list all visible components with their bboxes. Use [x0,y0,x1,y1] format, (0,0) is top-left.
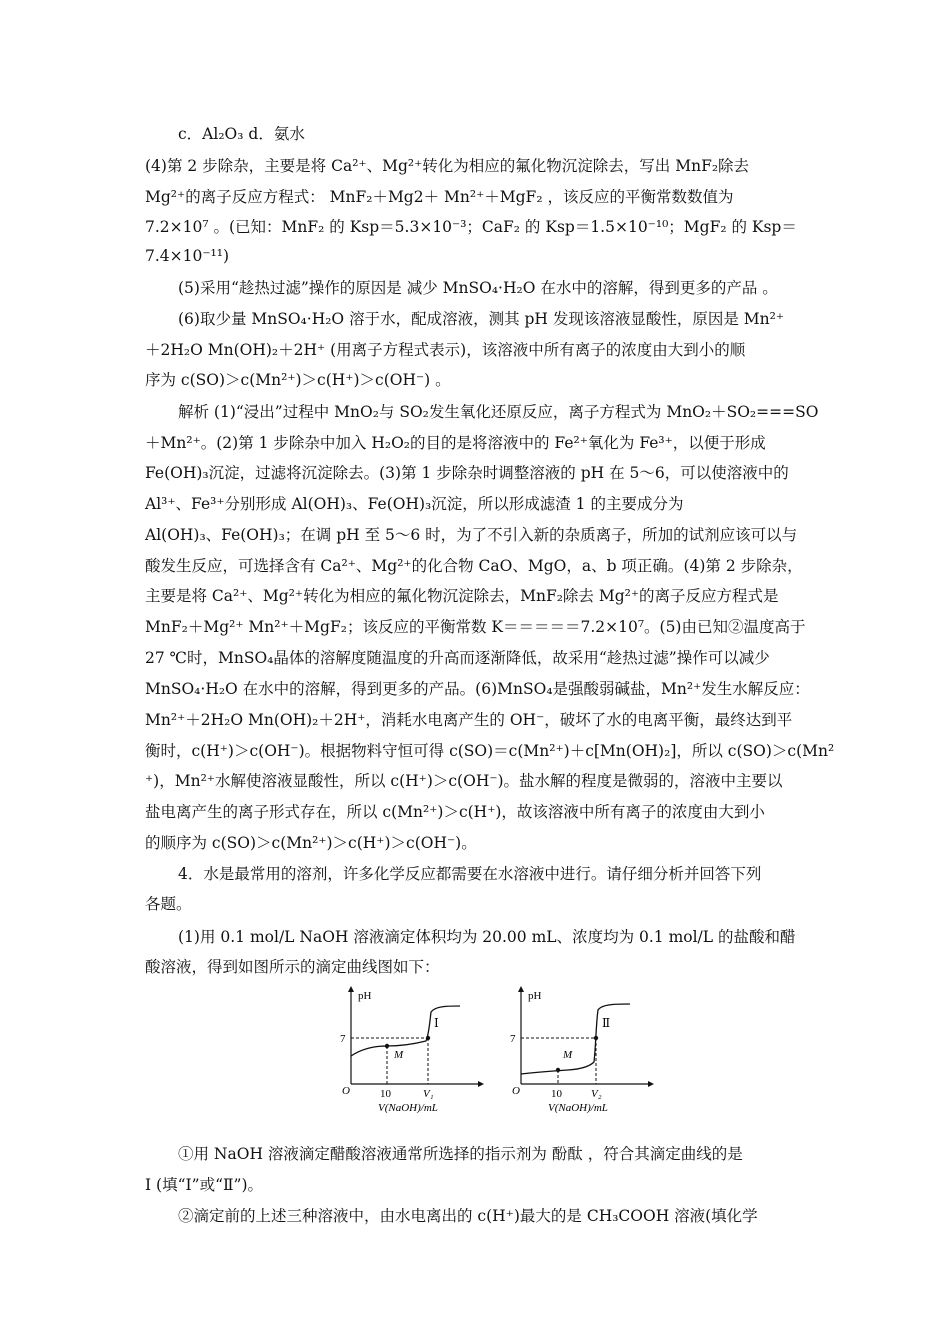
question-4-1-sub-1: ①用 NaOH 溶液滴定醋酸溶液通常所选择的指示剂为 酚酞 ，符合其滴定曲线的是 [178,1145,743,1163]
question-5: (5)采用“趁热过滤”操作的原因是 减少 MnSO₄·H₂O 在水中的溶解，得到更多的产品 。 [178,279,778,297]
analysis-line-13: ⁺)，Mn²⁺水解使溶液显酸性，所以 c(H⁺)＞c(OH⁻)。盐水解的程度是微弱的，溶液中主要以 [145,772,783,790]
x-tick-v2: V₂ [591,1088,602,1100]
y-tick-7: 7 [340,1033,346,1045]
y-axis-label: pH [528,990,542,1002]
analysis-line-11: Mn²⁺＋2H₂O Mn(OH)₂＋2H⁺，消耗水电离产生的 OH⁻，破坏了水的电离平衡，最终达到平 [145,711,793,729]
analysis-line-9: 27 ℃时，MnSO₄晶体的溶解度随温度的升高而逐渐降低，故采用“趁热过滤”操作可以减少 [145,649,770,667]
origin-label: O [512,1085,520,1097]
question-4-1-line-1: (1)用 0.1 mol/L NaOH 溶液滴定体积均为 20.00 mL、浓度均为 0.1 mol/L 的盐酸和醋 [178,928,796,946]
analysis-line-3: Fe(OH)₃沉淀，过滤将沉淀除去。(3)第 1 步除杂时调整溶液的 pH 在 5～6，可以使溶液中的 [145,464,789,482]
y-axis-label: pH [358,990,372,1002]
question-4-line-1: (4)第 2 步除杂，主要是将 Ca²⁺、Mg²⁺转化为相应的氟化物沉淀除去，写出 MnF₂除去 [145,157,750,175]
question-4-line-4: 7.4×10⁻¹¹) [145,247,230,265]
point-m: M [563,1049,573,1061]
question-4-1-sub-2: ②滴定前的上述三种溶液中，由水电离出的 c(H⁺)最大的是 CH₃COOH 溶液(填化学 [178,1207,758,1225]
analysis-line-1: 解析 (1)“浸出”过程中 MnO₂与 SO₂发生氧化还原反应，离子方程式为 MnO₂＋SO₂===SO [178,403,819,421]
option-c: c．Al₂O₃ d．氨水 [178,125,305,143]
question-4-stem-2: 各题。 [145,895,192,913]
titration-curve-left [338,984,488,1114]
x-axis-label: V(NaOH)/mL [378,1102,438,1114]
question-4-1-sub-1-cont: Ⅰ (填“Ⅰ”或“Ⅱ”)。 [145,1176,263,1194]
analysis-line-15: 的顺序为 c(SO)＞c(Mn²⁺)＞c(H⁺)＞c(OH⁻)。 [145,834,477,852]
origin-label: O [342,1085,350,1097]
analysis-line-8: MnF₂＋Mg²⁺ Mn²⁺＋MgF₂；该反应的平衡常数 K＝＝＝＝＝7.2×10⁷。(5)由已知②温度高于 [145,618,806,636]
curve-label-ii: Ⅱ [602,1016,611,1030]
x-tick-10: 10 [551,1088,562,1100]
analysis-line-7: 主要是将 Ca²⁺、Mg²⁺转化为相应的氟化物沉淀除去，MnF₂除去 Mg²⁺的离子反应方程式是 [145,587,779,605]
analysis-line-4: Al³⁺、Fe³⁺分别形成 Al(OH)₃、Fe(OH)₃沉淀，所以形成滤渣 1 的主要成分为 [145,495,684,513]
analysis-line-12: 衡时，c(H⁺)＞c(OH⁻)。根据物料守恒可得 c(SO)＝c(Mn²⁺)＋c[Mn(OH)₂]，所以 c(SO)＞c(Mn² [145,742,835,760]
question-6-line-3: 序为 c(SO)＞c(Mn²⁺)＞c(H⁺)＞c(OH⁻) 。 [145,371,451,389]
question-4-1-line-2: 酸溶液，得到如图所示的滴定曲线图如下： [145,958,440,976]
x-tick-10: 10 [380,1088,391,1100]
point-m: M [394,1049,404,1061]
titration-curve-right [508,984,658,1114]
analysis-line-14: 盐电离产生的离子形式存在，所以 c(Mn²⁺)＞c(H⁺)，故该溶液中所有离子的浓度由大到小 [145,803,765,821]
question-4-line-2: Mg²⁺的离子反应方程式： MnF₂＋Mg2＋ Mn²⁺＋MgF₂ ，该反应的平衡常数数值为 [145,188,734,206]
question-4-line-3: 7.2×10⁷ 。(已知：MnF₂ 的 Ksp＝5.3×10⁻³；CaF₂ 的 Ksp＝1.5×10⁻¹⁰；MgF₂ 的 Ksp＝ [145,218,797,236]
analysis-line-2: ＋Mn²⁺。(2)第 1 步除杂中加入 H₂O₂的目的是将溶液中的 Fe²⁺氧化为 Fe³⁺，以便于形成 [145,434,766,452]
question-6-line-2: ＋2H₂O Mn(OH)₂＋2H⁺ (用离子方程式表示)，该溶液中所有离子的浓度由大到小的顺 [145,341,746,359]
question-6-line-1: (6)取少量 MnSO₄·H₂O 溶于水，配成溶液，测其 pH 发现该溶液显酸性，原因是 Mn²⁺ [178,310,785,328]
curve-label-i: Ⅰ [434,1016,439,1030]
y-tick-7: 7 [510,1033,516,1045]
question-4-stem-1: 4．水是最常用的溶剂，许多化学反应都需要在水溶液中进行。请仔细分析并回答下列 [178,865,762,883]
x-tick-v1: V₁ [423,1088,434,1100]
analysis-line-10: MnSO₄·H₂O 在水中的溶解，得到更多的产品。(6)MnSO₄是强酸弱碱盐，Mn²⁺发生水解反应： [145,680,810,698]
x-axis-label: V(NaOH)/mL [548,1102,608,1114]
analysis-line-6: 酸发生反应，可选择含有 Ca²⁺、Mg²⁺的化合物 CaO、MgO，a、b 项正确。(4)第 2 步除杂， [145,557,803,575]
analysis-line-5: Al(OH)₃、Fe(OH)₃；在调 pH 至 5～6 时，为了不引入新的杂质离子，所加的试剂应该可以与 [145,526,798,544]
